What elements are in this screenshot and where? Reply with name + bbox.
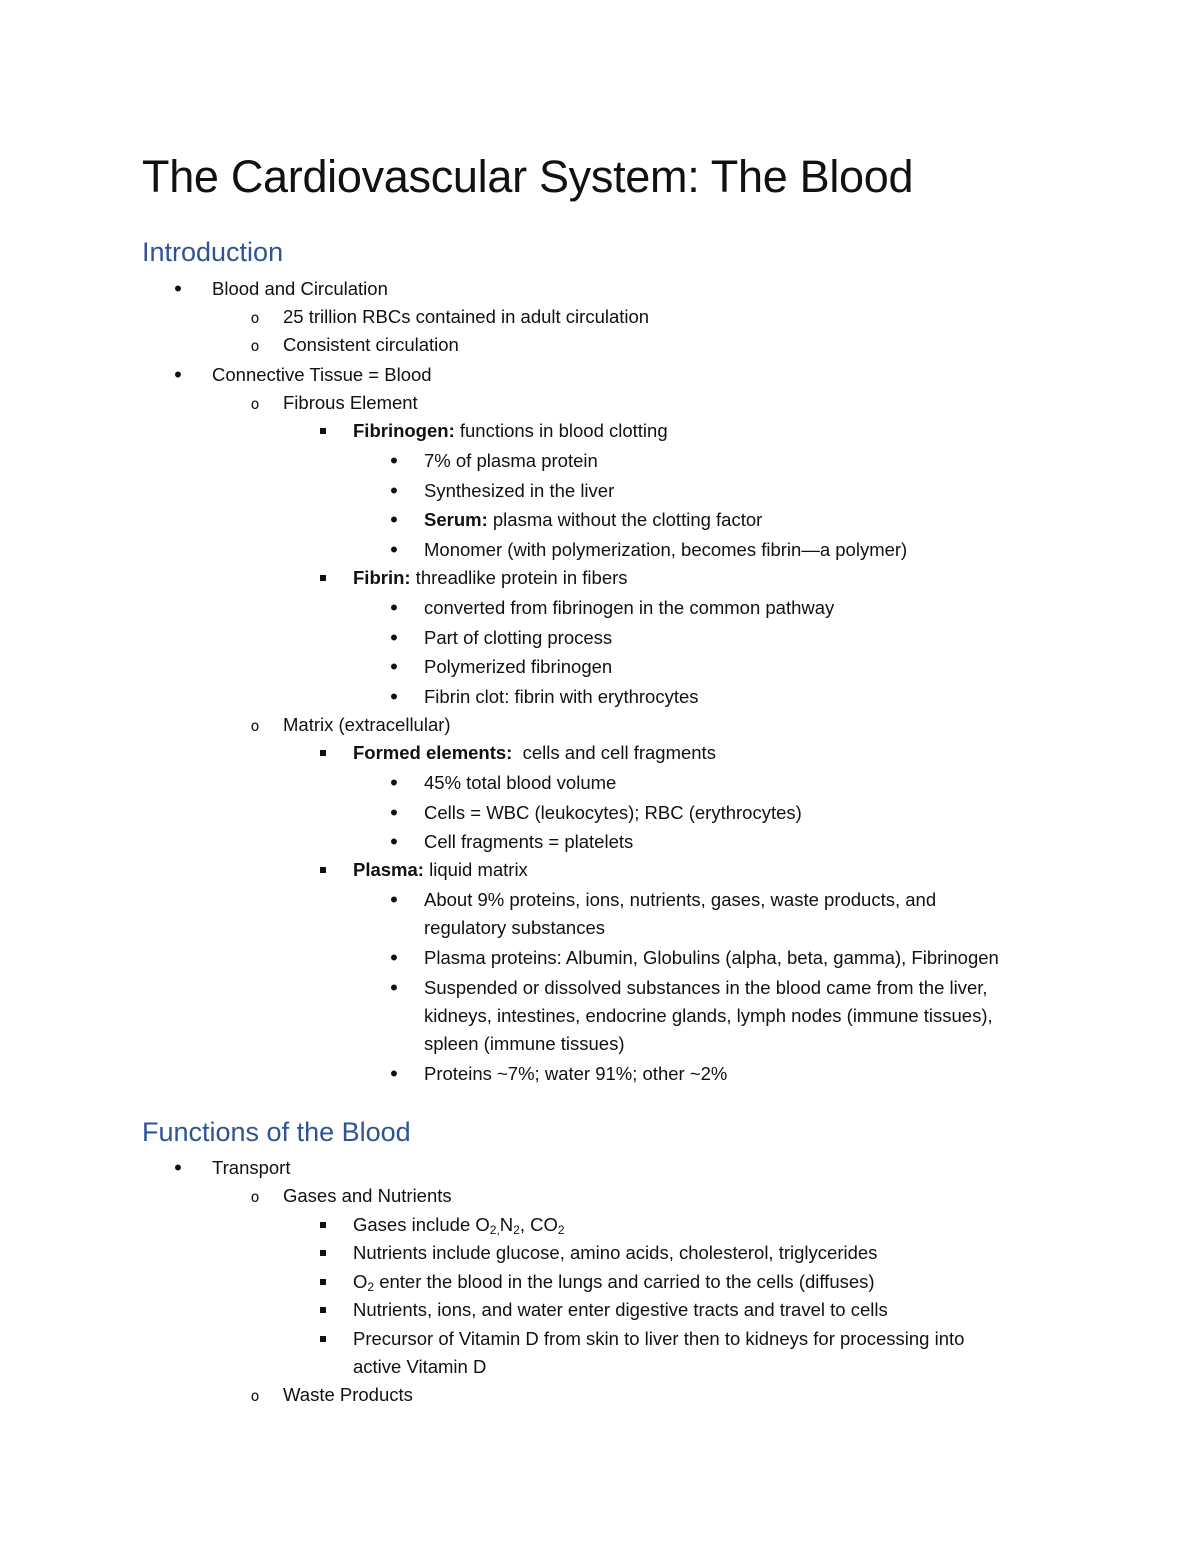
bullet-circle-icon: [245, 304, 265, 331]
list-item: Monomer (with polymerization, becomes fibrin—a polymer): [424, 539, 908, 560]
text-part: enter the blood in the lungs and carried to the cells (diffuses): [374, 1271, 875, 1292]
bullet-dot-icon: [168, 1155, 188, 1182]
list-item: Fibrin clot: fibrin with erythrocytes: [424, 686, 699, 707]
list-item-continuation: spleen (immune tissues): [424, 1033, 625, 1054]
bullet-square-icon: [313, 1269, 333, 1295]
list-item: [353, 565, 628, 591]
bullet-square-icon: [313, 1212, 333, 1238]
list-item: Cell fragments = platelets: [424, 831, 634, 852]
bullet-dot-icon: [384, 448, 404, 475]
bullet-dot-icon: [384, 595, 404, 622]
bullet-circle-icon: [245, 1183, 265, 1210]
subscript: 2,: [489, 1223, 500, 1237]
list-item-continuation: active Vitamin D: [353, 1356, 487, 1377]
subscript: 2: [367, 1280, 375, 1294]
list-item: Polymerized fibrinogen: [424, 656, 613, 677]
list-item: Blood and Circulation: [212, 278, 388, 299]
text-part: , CO: [519, 1214, 558, 1235]
bullet-dot-icon: [384, 829, 404, 856]
subscript: 2: [557, 1223, 565, 1237]
bullet-dot-icon: [384, 654, 404, 681]
bullet-dot-icon: [384, 800, 404, 827]
text-part: Gases include O: [353, 1214, 490, 1235]
list-item: Connective Tissue = Blood: [212, 364, 432, 385]
list-item: Cells = WBC (leukocytes); RBC (erythrocytes): [424, 802, 802, 823]
term-label: Fibrin:: [353, 567, 411, 588]
term-definition: functions in blood clotting: [454, 420, 668, 441]
list-item: converted from fibrinogen in the common pathway: [424, 597, 835, 618]
list-item: 25 trillion RBCs contained in adult circulation: [283, 306, 650, 327]
list-item: About 9% proteins, ions, nutrients, gases, waste products, and: [424, 889, 937, 910]
bullet-square-icon: [313, 1297, 333, 1323]
term-definition: liquid matrix: [423, 859, 528, 880]
bullet-square-icon: [313, 418, 333, 444]
list-item: Gases and Nutrients: [283, 1185, 452, 1206]
list-item-continuation: kidneys, intestines, endocrine glands, lymph nodes (immune tissues),: [424, 1005, 993, 1026]
term-definition: threadlike protein in fibers: [410, 567, 628, 588]
list-item: Synthesized in the liver: [424, 480, 615, 501]
list-item: Proteins ~7%; water 91%; other ~2%: [424, 1063, 728, 1084]
term-definition: plasma without the clotting factor: [487, 509, 763, 530]
bullet-dot-icon: [384, 507, 404, 534]
text-part: N: [499, 1214, 514, 1235]
term-label: Fibrinogen:: [353, 420, 455, 441]
bullet-square-icon: [313, 740, 333, 766]
list-item: 45% total blood volume: [424, 772, 617, 793]
bullet-dot-icon: [384, 975, 404, 1002]
list-item: Plasma proteins: Albumin, Globulins (alpha, beta, gamma), Fibrinogen: [424, 947, 999, 968]
bullet-dot-icon: [384, 625, 404, 652]
bullet-circle-icon: [245, 1382, 265, 1409]
bullet-dot-icon: [384, 478, 404, 505]
bullet-dot-icon: [384, 1061, 404, 1088]
list-item: Precursor of Vitamin D from skin to liver then to kidneys for processing into: [353, 1328, 965, 1349]
list-item: Consistent circulation: [283, 334, 459, 355]
bullet-dot-icon: [168, 362, 188, 389]
term-definition: cells and cell fragments: [512, 742, 716, 763]
term-label: Plasma:: [353, 859, 424, 880]
list-item: Matrix (extracellular): [283, 714, 451, 735]
list-item: [353, 1269, 875, 1295]
list-item: 7% of plasma protein: [424, 450, 598, 471]
list-item: [353, 1212, 565, 1238]
list-item: Nutrients include glucose, amino acids, cholesterol, triglycerides: [353, 1242, 878, 1263]
list-item: Nutrients, ions, and water enter digestive tracts and travel to cells: [353, 1299, 888, 1320]
bullet-dot-icon: [384, 945, 404, 972]
bullet-square-icon: [313, 565, 333, 591]
bullet-square-icon: [313, 857, 333, 883]
list-item: [353, 740, 716, 766]
bullet-dot-icon: [384, 684, 404, 711]
bullet-dot-icon: [384, 887, 404, 914]
list-item: [424, 507, 762, 533]
list-item: [353, 857, 528, 883]
list-item: Waste Products: [283, 1384, 413, 1405]
term-label: Serum:: [424, 509, 488, 530]
bullet-circle-icon: [245, 712, 265, 739]
bullet-square-icon: [313, 1240, 333, 1266]
list-item: Transport: [212, 1157, 291, 1178]
bullet-dot-icon: [384, 537, 404, 564]
bullet-circle-icon: [245, 332, 265, 359]
bullet-dot-icon: [168, 276, 188, 303]
section-heading-functions: Functions of the Blood: [142, 1117, 411, 1147]
list-item: Fibrous Element: [283, 392, 418, 413]
page-title: The Cardiovascular System: The Blood: [142, 151, 914, 202]
list-item: Part of clotting process: [424, 627, 613, 648]
list-item-continuation: regulatory substances: [424, 917, 605, 938]
list-item: [353, 418, 668, 444]
section-heading-introduction: Introduction: [142, 237, 284, 267]
list-item: Suspended or dissolved substances in the blood came from the liver,: [424, 977, 988, 998]
subscript: 2: [513, 1223, 520, 1237]
bullet-circle-icon: [245, 390, 265, 417]
text-part: O: [353, 1271, 368, 1292]
term-label: Formed elements:: [353, 742, 513, 763]
bullet-dot-icon: [384, 770, 404, 797]
bullet-square-icon: [313, 1326, 333, 1352]
